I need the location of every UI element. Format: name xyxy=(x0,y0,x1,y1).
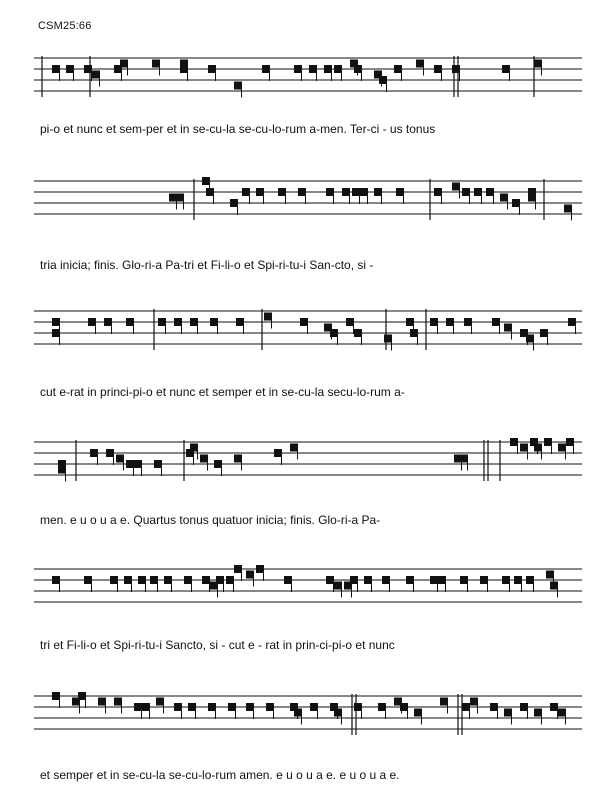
neume-note xyxy=(134,460,142,468)
staff-svg xyxy=(34,52,582,112)
neume-note xyxy=(364,576,372,584)
neume-note xyxy=(360,188,368,196)
staff-svg xyxy=(34,175,582,235)
neume-note xyxy=(350,576,358,584)
neume-note xyxy=(534,444,542,452)
staff-svg xyxy=(34,690,582,750)
neume-note xyxy=(346,318,354,326)
neume-note xyxy=(492,318,500,326)
neume-note xyxy=(474,188,482,196)
neume-note xyxy=(452,65,460,73)
neume-note xyxy=(400,703,408,711)
neume-note xyxy=(278,188,286,196)
neume-note xyxy=(264,313,272,321)
staff-system-6 xyxy=(34,690,582,734)
neume-note xyxy=(502,576,510,584)
neume-note xyxy=(410,329,418,337)
neume-note xyxy=(434,65,442,73)
neume-note xyxy=(234,565,242,573)
neume-note xyxy=(520,444,528,452)
neume-note xyxy=(294,709,302,717)
neume-note xyxy=(236,318,244,326)
neume-note xyxy=(558,444,566,452)
neume-note xyxy=(352,188,360,196)
neume-note xyxy=(256,188,264,196)
neume-note xyxy=(134,703,142,711)
neume-note xyxy=(174,703,182,711)
neume-note xyxy=(290,444,298,452)
neume-note xyxy=(188,703,196,711)
neume-note xyxy=(66,65,74,73)
neume-note xyxy=(208,703,216,711)
neume-note xyxy=(208,65,216,73)
neume-note xyxy=(242,188,250,196)
neume-note xyxy=(434,188,442,196)
neume-note xyxy=(504,709,512,717)
staff-system-1 xyxy=(34,52,582,96)
neume-note xyxy=(110,576,118,584)
neume-note xyxy=(534,709,542,717)
neume-note xyxy=(156,698,164,706)
neume-note xyxy=(104,318,112,326)
neume-note xyxy=(334,582,342,590)
neume-note xyxy=(558,709,566,717)
lyric-line-5: tri et Fi-li-o et Spi-ri-tu-i Sancto, si - cut e - rat in prin-ci-pi-o et nunc xyxy=(40,638,395,652)
neume-note xyxy=(169,194,177,202)
neume-note xyxy=(226,576,234,584)
neume-note xyxy=(106,449,114,457)
neume-note xyxy=(206,188,214,196)
neume-note xyxy=(164,576,172,584)
neume-note xyxy=(464,318,472,326)
neume-note xyxy=(256,565,264,573)
neume-note xyxy=(438,576,446,584)
neume-note xyxy=(512,199,520,207)
neume-note xyxy=(326,576,334,584)
neume-note xyxy=(406,318,414,326)
neume-note xyxy=(378,703,386,711)
neume-note xyxy=(568,318,576,326)
neume-note xyxy=(114,698,122,706)
neume-note xyxy=(78,692,86,700)
neume-note xyxy=(58,466,66,474)
neume-note xyxy=(514,576,522,584)
neume-note xyxy=(214,460,222,468)
staff-svg xyxy=(34,305,582,365)
neume-note xyxy=(334,709,342,717)
neume-note xyxy=(330,329,338,337)
neume-note xyxy=(564,205,572,213)
neume-note xyxy=(462,703,470,711)
neume-note xyxy=(354,65,362,73)
neume-note xyxy=(354,329,362,337)
neume-note xyxy=(228,703,236,711)
neume-note xyxy=(210,318,218,326)
neume-note xyxy=(274,449,282,457)
neume-note xyxy=(414,709,422,717)
neume-note xyxy=(406,576,414,584)
neume-note xyxy=(452,183,460,191)
neume-note xyxy=(324,65,332,73)
lyric-line-6: et semper et in se-cu-la se-cu-lo-rum amen. e u o u a e. e u o u a e. xyxy=(40,768,400,782)
neume-note xyxy=(500,194,508,202)
neume-note xyxy=(246,571,254,579)
staff-svg xyxy=(34,436,582,496)
neume-note xyxy=(190,318,198,326)
staff-system-4 xyxy=(34,436,582,480)
neume-note xyxy=(158,318,166,326)
neume-note xyxy=(309,65,317,73)
neume-note xyxy=(396,188,404,196)
neume-note xyxy=(300,318,308,326)
neume-note xyxy=(460,576,468,584)
staff-system-5 xyxy=(34,563,582,607)
neume-note xyxy=(528,188,536,196)
neume-note xyxy=(84,576,92,584)
neume-note xyxy=(176,194,184,202)
neume-note xyxy=(294,65,302,73)
neume-note xyxy=(184,576,192,584)
neume-note xyxy=(200,455,208,463)
neume-note xyxy=(550,703,558,711)
neume-note xyxy=(202,177,210,185)
neume-note xyxy=(138,576,146,584)
neume-note xyxy=(126,460,134,468)
neume-note xyxy=(546,571,554,579)
neume-note xyxy=(284,576,292,584)
neume-note xyxy=(504,324,512,332)
neume-note xyxy=(52,329,60,337)
neume-note xyxy=(234,455,242,463)
neume-note xyxy=(52,65,60,73)
neume-note xyxy=(540,329,548,337)
neume-note xyxy=(526,335,534,343)
neume-note xyxy=(394,65,402,73)
neume-note xyxy=(142,703,150,711)
neume-note xyxy=(326,188,334,196)
lyric-line-2: tria inicia; finis. Glo-ri-a Pa-tri et Fi-li-o et Spi-ri-tu-i San-cto, si - xyxy=(40,258,374,272)
staff-system-2 xyxy=(34,175,582,219)
neume-note xyxy=(126,318,134,326)
neume-note xyxy=(202,576,210,584)
neume-note xyxy=(480,576,488,584)
neume-note xyxy=(342,188,350,196)
neume-note xyxy=(88,318,96,326)
neume-note xyxy=(230,199,238,207)
neume-note xyxy=(534,60,542,68)
neume-note xyxy=(470,698,478,706)
staff-svg xyxy=(34,563,582,623)
neume-note xyxy=(334,65,342,73)
neume-note xyxy=(124,576,132,584)
neume-note xyxy=(502,65,510,73)
neume-note xyxy=(298,188,306,196)
neume-note xyxy=(430,318,438,326)
staff-system-3 xyxy=(34,305,582,349)
neume-note xyxy=(566,438,574,446)
neume-note xyxy=(154,460,162,468)
neume-note xyxy=(120,60,128,68)
neume-note xyxy=(150,576,158,584)
neume-note xyxy=(416,60,424,68)
neume-note xyxy=(510,438,518,446)
neume-note xyxy=(550,582,558,590)
neume-note xyxy=(116,455,124,463)
neume-note xyxy=(374,188,382,196)
neume-note xyxy=(92,71,100,79)
neume-note xyxy=(90,449,98,457)
neume-note xyxy=(462,188,470,196)
neume-note xyxy=(190,444,198,452)
neume-note xyxy=(52,576,60,584)
lyric-line-1: pi-o et nunc et sem-per et in se-cu-la se-cu-lo-rum a-men. Ter-ci - us tonus xyxy=(40,122,436,136)
neume-note xyxy=(430,576,438,584)
neume-note xyxy=(216,576,224,584)
neume-note xyxy=(98,698,106,706)
neume-note xyxy=(234,82,242,90)
neume-note xyxy=(520,703,528,711)
neume-note xyxy=(52,318,60,326)
neume-note xyxy=(262,65,270,73)
neume-note xyxy=(52,692,60,700)
neume-note xyxy=(246,703,254,711)
neume-note xyxy=(180,65,188,73)
neume-note xyxy=(379,76,387,84)
neume-note xyxy=(544,438,552,446)
neume-note xyxy=(440,698,448,706)
neume-note xyxy=(174,318,182,326)
neume-note xyxy=(152,60,160,68)
neume-note xyxy=(526,576,534,584)
neume-note xyxy=(486,188,494,196)
neume-note xyxy=(460,455,468,463)
page-identifier: CSM25:66 xyxy=(38,20,92,32)
neume-note xyxy=(266,703,274,711)
neume-note xyxy=(382,576,390,584)
neume-note xyxy=(310,703,318,711)
neume-note xyxy=(446,318,454,326)
neume-note xyxy=(384,335,392,343)
lyric-line-3: cut e-rat in princi-pi-o et nunc et semper et in se-cu-la secu-lo-rum a- xyxy=(40,385,405,399)
neume-note xyxy=(354,703,362,711)
lyric-line-4: men. e u o u a e. Quartus tonus quatuor inicia; finis. Glo-ri-a Pa- xyxy=(40,513,381,527)
neume-note xyxy=(84,65,92,73)
neume-note xyxy=(490,703,498,711)
